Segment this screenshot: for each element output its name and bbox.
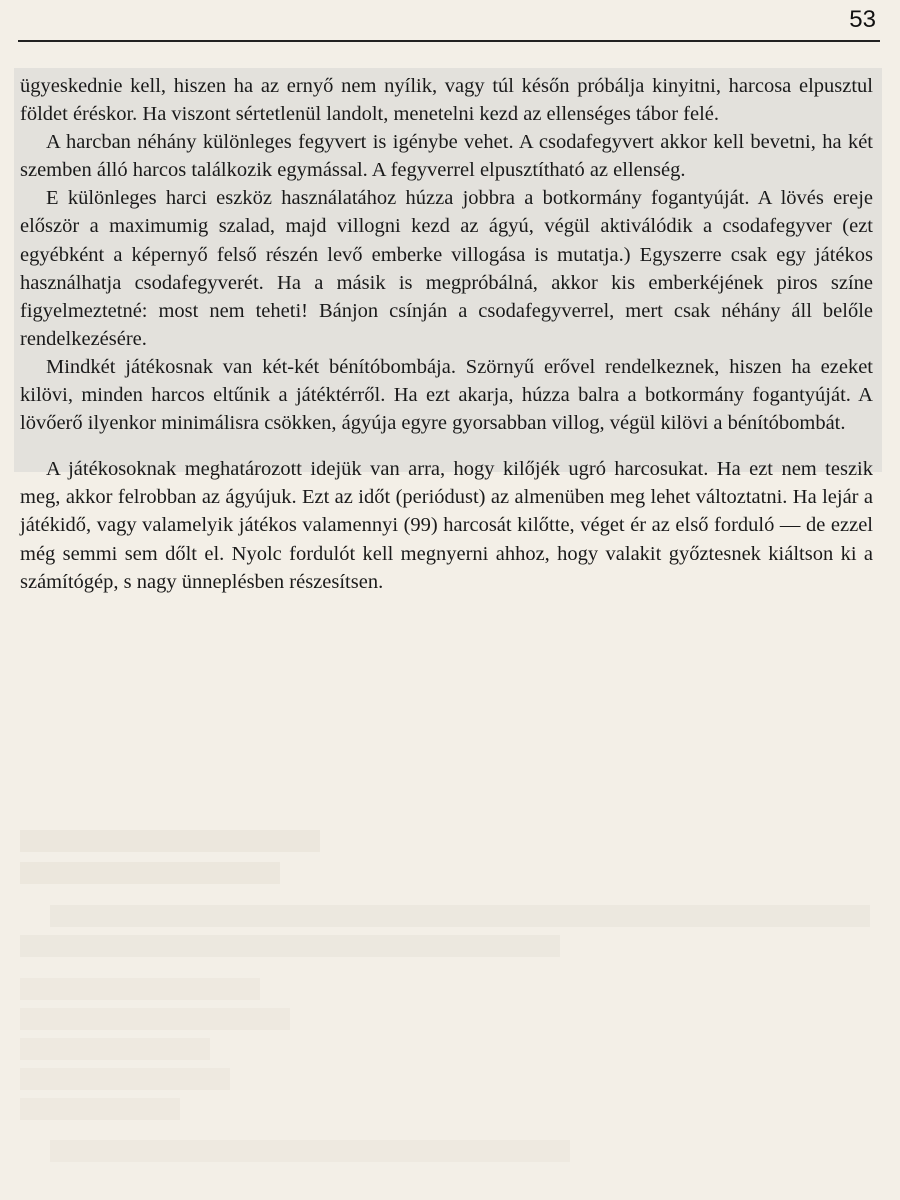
paragraph-5: A játékosoknak meghatározott idejük van arra, hogy kilőjék ugró harcosukat. Ha ezt nem teszik meg, akkor felrobban az ágyújuk. Ezt az időt (periódust) az almenüben meg lehet változtatni. Ha lejár a játékidő, vagy valamelyik játékos valamennyi (99) harcosát kilőtte, véget ér az első forduló — de ezzel még semmi sem dőlt el. Nyolc fordulót kell megnyerni ahhoz, hogy valakit győztesnek kiáltson ki a számítógép, s nagy ünneplésben részesítsen. <box>20 458 873 593</box>
paragraph-2: A harcban néhány különleges fegyvert is igénybe vehet. A csodafegyvert akkor kell bevetni, ha két szemben álló harcos találkozik egymással. A fegyverrel elpusztítható az ellenség. <box>20 131 873 182</box>
paragraph-1: ügyeskednie kell, hiszen ha az ernyő nem nyílik, vagy túl későn próbálja kinyitni, harcosa elpusztul földet éréskor. Ha viszont sértetlenül landolt, menetelni kezd az ellenséges tábor felé. <box>20 75 873 126</box>
page-number: 53 <box>849 6 876 33</box>
body-text <box>20 72 873 596</box>
paragraph-4: Mindkét játékosnak van két-két bénítóbombája. Szörnyű erővel rendelkeznek, hiszen ha ezeket kilövi, minden harcos eltűnik a játéktérről. Ha ezt akarja, húzza balra a botkormány fogantyúját. A lövőerő ilyenkor minimálisra csökken, ágyúja egyre gyorsabban villog, végül kilövi a bénítóbombát. <box>20 355 873 435</box>
paragraph-3: E különleges harci eszköz használatához húzza jobbra a botkormány fogantyúját. A lövés ereje először a maximumig szalad, majd villogni kezd az ágyú, végül aktiválódik a csodafegyver (ezt egyébként a képernyő felső részén levő emberke villogása is mutatja.) Egyszerre csak egy játékos használhatja csodafegyverét. Ha a másik is megpróbálná, akkor kis emberkéjének piros színe figyelmeztetné: most nem teheti! Bánjon csínján a csodafegyverrel, mert csak néhány áll belőle rendelkezésére. <box>20 187 873 350</box>
header-rule <box>18 40 880 42</box>
